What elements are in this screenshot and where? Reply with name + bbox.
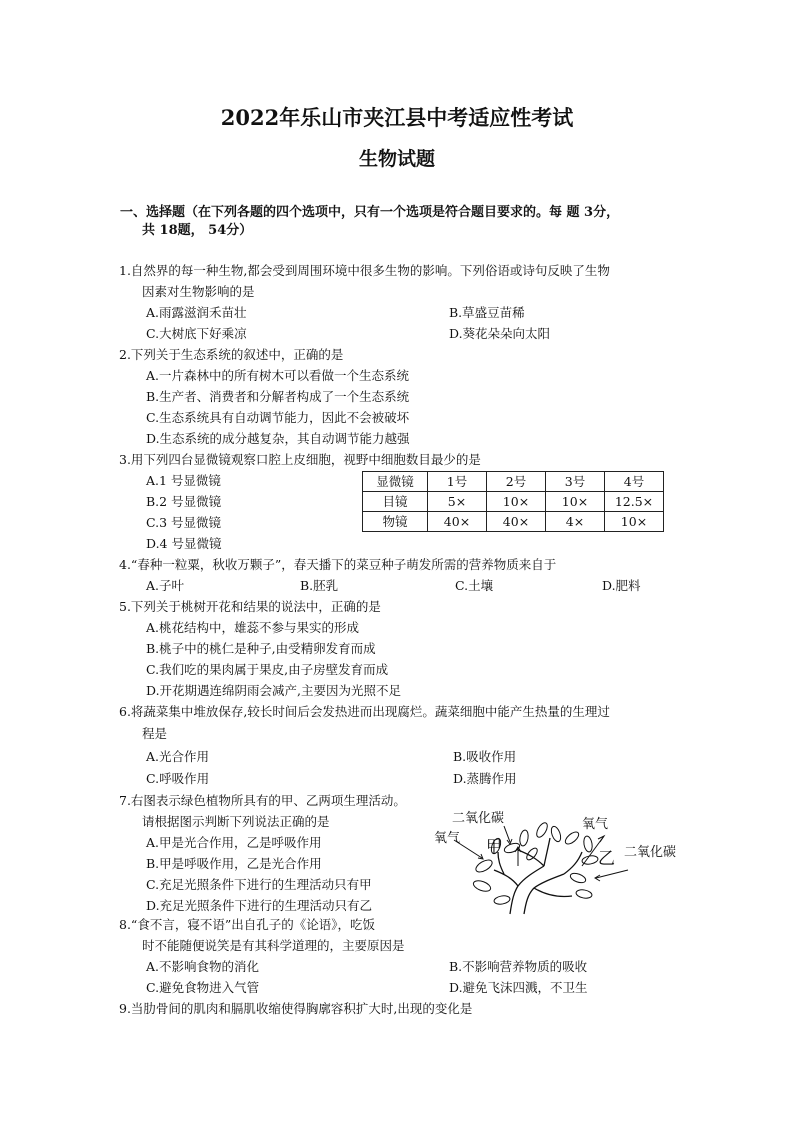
q6-stem: 6.将蔬菜集中堆放保存,较长时间后会发热进而出现腐烂。蔬菜细胞中能产生热量的生理过 <box>119 704 610 719</box>
q9-stem: 9.当肋骨间的肌肉和膈肌收缩使得胸廓容积扩大时,出现的变化是 <box>119 1001 473 1016</box>
q3-option-c: C.3 号显微镜 <box>146 515 222 530</box>
q6-stem-cont: 程是 <box>142 726 168 741</box>
leaves <box>472 821 599 905</box>
q5-option-c: C.我们吃的果肉属于果皮,由子房壁发育而成 <box>146 662 389 677</box>
q2-option-b: B.生产者、消费者和分解者构成了一个生态系统 <box>146 389 410 404</box>
label-jia: 甲 <box>486 837 503 856</box>
table-cell: 显微镜 <box>363 472 428 492</box>
q8-option-a: A.不影响食物的消化 <box>146 959 260 974</box>
table-cell: 2号 <box>487 472 546 492</box>
q6-option-c: C.呼吸作用 <box>146 771 210 786</box>
q3-stem: 3.用下列四台显微镜观察口腔上皮细胞，视野中细胞数目最少的是 <box>119 452 481 467</box>
q3-option-b: B.2 号显微镜 <box>146 494 222 509</box>
q8-stem-cont: 时不能随便说笑是有其科学道理的，主要原因是 <box>142 938 405 953</box>
q3-option-a: A.1 号显微镜 <box>146 473 221 488</box>
q1-option-a: A.雨露滋润禾苗壮 <box>146 305 247 320</box>
q2-option-c: C.生态系统具有自动调节能力，因此不会被破坏 <box>146 410 410 425</box>
label-o2-right: 氧气 <box>582 817 609 832</box>
q4-option-d: D.肥料 <box>602 578 641 593</box>
q5-option-a: A.桃花结构中，雄蕊不参与果实的形成 <box>146 620 360 635</box>
table-cell: 物镜 <box>363 512 428 532</box>
section-heading-cont: 共 18题， 54分） <box>142 223 253 238</box>
q1-option-c: C.大树底下好乘凉 <box>146 326 247 341</box>
microscope-table <box>362 471 664 532</box>
q7-stem-cont: 请根据图示判断下列说法正确的是 <box>142 814 330 829</box>
table-cell: 1号 <box>428 472 487 492</box>
table-cell: 10× <box>605 512 664 532</box>
plant-gas-exchange-figure <box>432 808 694 916</box>
q7-option-c: C.充足光照条件下进行的生理活动只有甲 <box>146 877 372 892</box>
label-co2-right: 二氧化碳 <box>624 845 677 860</box>
table-row <box>363 492 664 512</box>
q5-option-b: B.桃子中的桃仁是种子,由受精卵发育而成 <box>146 641 376 656</box>
table-row <box>363 512 664 532</box>
q8-option-d: D.避免飞沫四溅，不卫生 <box>449 980 588 995</box>
q3-option-d: D.4 号显微镜 <box>146 536 222 551</box>
table-cell: 40× <box>428 512 487 532</box>
q7-option-b: B.甲是呼吸作用，乙是光合作用 <box>146 856 322 871</box>
q7-option-a: A.甲是光合作用，乙是呼吸作用 <box>146 835 322 850</box>
q5-stem: 5.下列关于桃树开花和结果的说法中，正确的是 <box>119 599 381 614</box>
exam-title: 2022年乐山市夹江县中考适应性考试 <box>220 105 574 130</box>
exam-subtitle: 生物试题 <box>358 148 435 170</box>
q2-option-d: D.生态系统的成分越复杂，其自动调节能力越强 <box>146 431 410 446</box>
q6-option-a: A.光合作用 <box>146 749 210 764</box>
q1-option-d: D.葵花朵朵向太阳 <box>449 326 551 341</box>
label-o2-left: 氧气 <box>434 831 461 846</box>
q2-option-a: A.一片森林中的所有树木可以看做一个生态系统 <box>146 368 410 383</box>
label-co2-left: 二氧化碳 <box>452 811 505 826</box>
q8-option-c: C.避免食物进入气管 <box>146 980 260 995</box>
q8-stem: 8.“食不言，寝不语”出自孔子的《论语》，吃饭 <box>119 917 375 932</box>
q8-option-b: B.不影响营养物质的吸收 <box>449 959 588 974</box>
q7-option-d: D.充足光照条件下进行的生理活动只有乙 <box>146 898 373 913</box>
table-cell: 10× <box>546 492 605 512</box>
q1-stem: 1.自然界的每一种生物,都会受到周围环境中很多生物的影响。下列俗语或诗句反映了生物 <box>119 263 610 278</box>
q4-option-a: A.子叶 <box>146 578 185 593</box>
table-cell: 4× <box>546 512 605 532</box>
q6-option-d: D.蒸腾作用 <box>453 771 517 786</box>
table-cell: 目镜 <box>363 492 428 512</box>
table-cell: 12.5× <box>605 492 664 512</box>
q1-option-b: B.草盛豆苗稀 <box>449 305 525 320</box>
table-cell: 10× <box>487 492 546 512</box>
q6-option-b: B.吸收作用 <box>453 749 517 764</box>
table-row <box>363 472 664 492</box>
table-cell: 40× <box>487 512 546 532</box>
table-cell: 5× <box>428 492 487 512</box>
section-heading: 一、选择题（在下列各题的四个选项中，只有一个选项是符合题目要求的。每 题 3分， <box>120 205 620 220</box>
q5-option-d: D.开花期遇连绵阴雨会减产,主要因为光照不足 <box>146 683 402 698</box>
table-cell: 4号 <box>605 472 664 492</box>
q4-stem: 4.“春种一粒粟，秋收万颗子”，春天播下的菜豆种子萌发所需的营养物质来自于 <box>119 557 557 572</box>
table-cell: 3号 <box>546 472 605 492</box>
q1-stem-cont: 因素对生物影响的是 <box>142 284 255 299</box>
q4-option-b: B.胚乳 <box>300 578 339 593</box>
label-yi: 乙 <box>598 849 615 869</box>
q2-stem: 2.下列关于生态系统的叙述中，正确的是 <box>119 347 344 362</box>
q4-option-c: C.土壤 <box>455 578 494 593</box>
q7-stem: 7.右图表示绿色植物所具有的甲、乙两项生理活动。 <box>119 793 406 808</box>
